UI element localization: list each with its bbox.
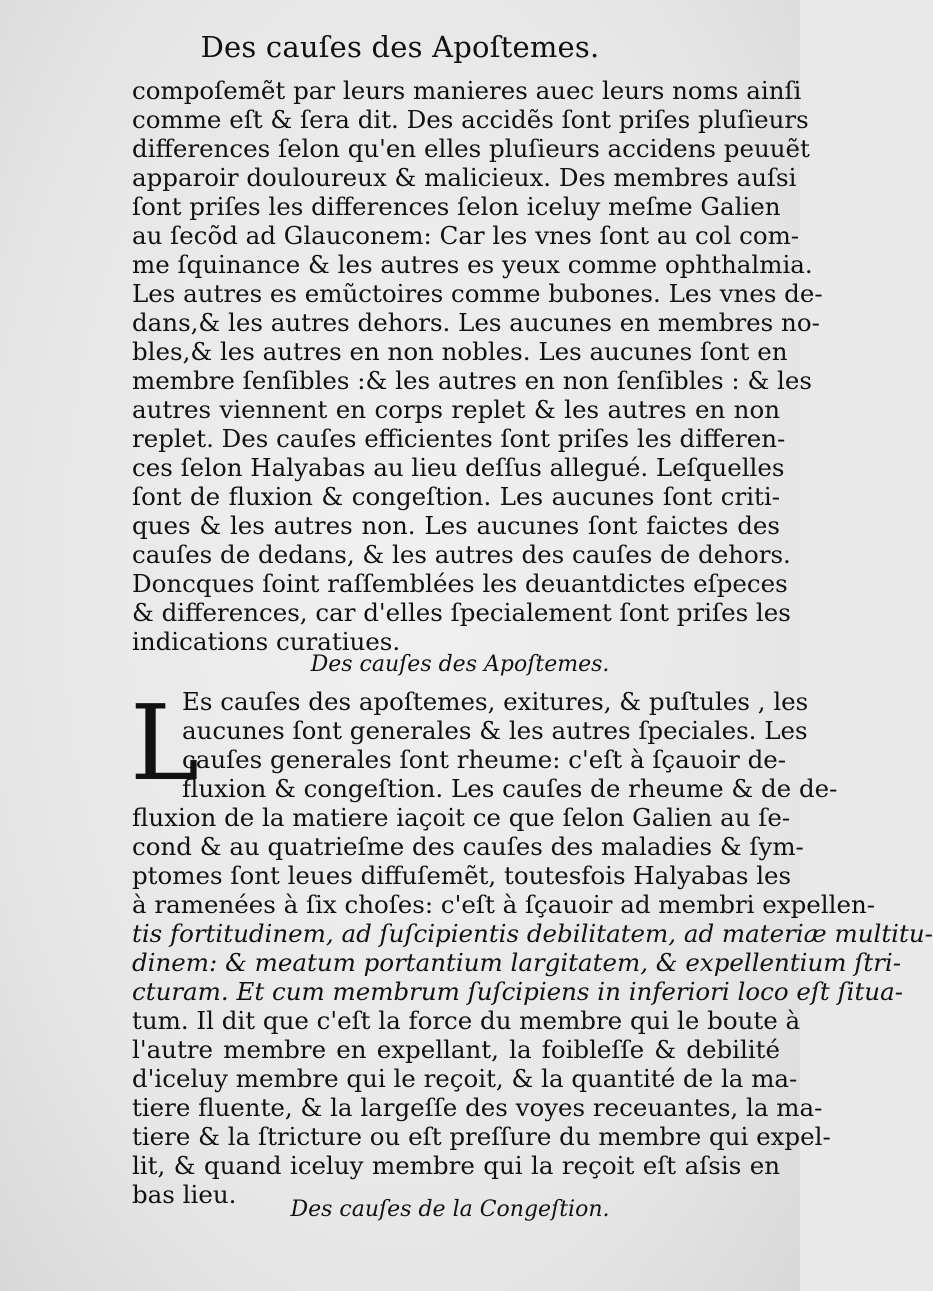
text-line: aucunes ſont generales & les autres ſpeciales. Les bbox=[182, 716, 808, 745]
text-line: indications curatiues. bbox=[132, 627, 401, 656]
text-line: tiere & la ſtricture ou eſt preſſure du membre qui expel- bbox=[132, 1122, 831, 1151]
text-line: ces ſelon Halyabas au lieu deſſus allegué. Leſquelles bbox=[132, 453, 785, 482]
text-line: compoſemẽt par leurs manieres auec leurs noms ainſi bbox=[132, 76, 802, 105]
text-line: replet. Des cauſes efficientes ſont priſes les differen- bbox=[132, 424, 786, 453]
section-heading-causes: Des cauſes des Apoſtemes. bbox=[310, 652, 610, 677]
text-line: bles,& les autres en non nobles. Les aucunes ſont en bbox=[132, 337, 788, 366]
text-line: à ramenées à ſix choſes: c'eſt à ſçauoir ad membri expellen- bbox=[132, 890, 876, 919]
section-heading-congestion: Des cauſes de la Congeſtion. bbox=[290, 1197, 610, 1222]
text-line: au ſecõd ad Glauconem: Car les vnes ſont au col com- bbox=[132, 221, 800, 250]
paragraph-2-indented bbox=[182, 687, 838, 803]
text-line: & differences, car d'elles ſpecialement ſont priſes les bbox=[132, 598, 791, 627]
text-line: ptomes ſont leues diffuſemẽt, toutesfois Halyabas les bbox=[132, 861, 792, 890]
drop-capital: L bbox=[130, 682, 200, 804]
text-line: Les autres es emũctoires comme bubones. Les vnes de- bbox=[132, 279, 823, 308]
text-line: ſont priſes les differences ſelon iceluy meſme Galien bbox=[132, 192, 781, 221]
text-line: dinem: & meatum portantium largitatem, & expellentium ſtri- bbox=[132, 948, 902, 977]
text-line: tum. Il dit que c'eſt la force du membre qui le boute à bbox=[132, 1006, 801, 1035]
text-line: ſont de fluxion & congeſtion. Les aucunes ſont criti- bbox=[132, 482, 780, 511]
text-line: d'iceluy membre qui le reçoit, & la quantité de la ma- bbox=[132, 1064, 798, 1093]
text-line: dans,& les autres dehors. Les aucunes en membres no- bbox=[132, 308, 820, 337]
text-line: ques & les autres non. Les aucunes ſont faictes des bbox=[132, 511, 780, 540]
text-line: cauſes generales ſont rheume: c'eſt à ſçauoir de- bbox=[182, 745, 787, 774]
paragraph-1 bbox=[132, 76, 823, 656]
text-line: cauſes de dedans, & les autres des cauſes de dehors. bbox=[132, 540, 791, 569]
text-line: tiere fluente, & la largeſſe des voyes receuantes, la ma- bbox=[132, 1093, 823, 1122]
text-line: differences ſelon qu'en elles pluſieurs accidens peuuẽt bbox=[132, 134, 810, 163]
text-line: membre ſenſibles :& les autres en non ſenſibles : & les bbox=[132, 366, 812, 395]
text-line: lit, & quand iceluy membre qui la reçoit eſt aſsis en bbox=[132, 1151, 780, 1180]
text-line: apparoir douloureux & malicieux. Des membres auſsi bbox=[132, 163, 797, 192]
paragraph-2 bbox=[132, 803, 933, 1209]
text-line: me ſquinance & les autres es yeux comme ophthalmia. bbox=[132, 250, 813, 279]
running-head: Des cauſes des Apoſtemes. bbox=[200, 30, 600, 64]
text-line: cond & au quatrieſme des cauſes des maladies & ſym- bbox=[132, 832, 804, 861]
text-line: Es cauſes des apoſtemes, exitures, & puſtules , les bbox=[182, 687, 809, 716]
text-line: tis fortitudinem, ad ſuſcipientis debilitatem, ad materiæ multitu- bbox=[132, 919, 933, 948]
text-line: comme eſt & ſera dit. Des accidẽs ſont priſes pluſieurs bbox=[132, 105, 809, 134]
text-line: bas lieu. bbox=[132, 1180, 237, 1209]
text-line: Doncques ſoint raſſemblées les deuantdictes eſpeces bbox=[132, 569, 788, 598]
text-line: autres viennent en corps replet & les autres en non bbox=[132, 395, 780, 424]
text-line: cturam. Et cum membrum ſuſcipiens in inferiori loco eſt ſitua- bbox=[132, 977, 903, 1006]
text-line: fluxion & congeſtion. Les cauſes de rheume & de de- bbox=[182, 774, 838, 803]
text-line: fluxion de la matiere iaçoit ce que ſelon Galien au ſe- bbox=[132, 803, 791, 832]
text-line: l'autre membre en expellant, la foibleſſe & debilité bbox=[132, 1035, 780, 1064]
